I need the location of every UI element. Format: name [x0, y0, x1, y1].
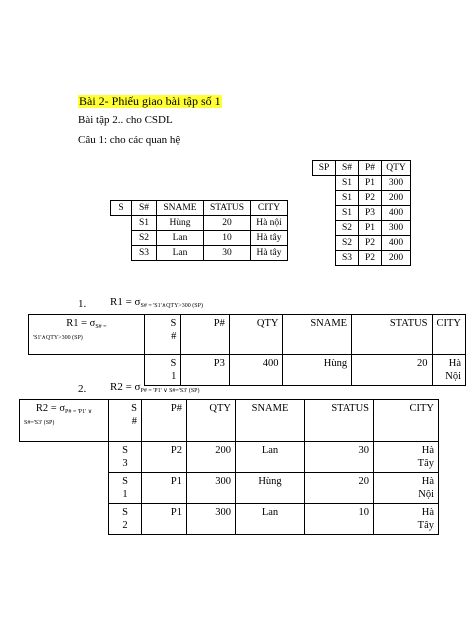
- q2-relation-cell: [20, 400, 109, 442]
- table-row: [20, 473, 439, 504]
- q2-expression: [110, 381, 200, 393]
- table-cell: 300: [187, 504, 236, 535]
- table-cell: 300: [382, 176, 411, 191]
- q2-empty-cell: [20, 442, 109, 473]
- table-cell: Hà nội: [251, 216, 288, 231]
- q1-header-row: [29, 315, 466, 355]
- q1-header-cell: CITY: [432, 315, 466, 355]
- table-cell: [313, 221, 336, 236]
- q1-header-cell: SNAME: [283, 315, 352, 355]
- question-line: Câu 1: cho các quan hệ: [78, 134, 181, 146]
- table-cell: P1: [359, 221, 382, 236]
- table-cell: P1: [142, 473, 187, 504]
- table-cell: P2: [359, 236, 382, 251]
- q1-expression: [110, 296, 203, 308]
- table-cell: [313, 251, 336, 266]
- q1-relation-cell: [29, 315, 145, 355]
- table-cell: 400: [382, 206, 411, 221]
- q2-empty-cell: [20, 473, 109, 504]
- table-cell: [111, 231, 132, 246]
- table-row: [313, 251, 411, 266]
- table-cell: [313, 191, 336, 206]
- q2-label: R2 = σ: [110, 381, 141, 393]
- table-cell: Hà Tây: [374, 442, 439, 473]
- table-cell: Hà Tây: [374, 504, 439, 535]
- table-cell: [313, 176, 336, 191]
- table-cell: 10: [204, 231, 251, 246]
- table-cell: Lan: [157, 246, 204, 261]
- table-cell: 200: [382, 191, 411, 206]
- table-row: [313, 191, 411, 206]
- table-cell: P1: [359, 176, 382, 191]
- q2-header-cell: QTY: [187, 400, 236, 442]
- q2-relation-sub1: P# = 'P1' ∨: [64, 409, 93, 415]
- table-row: [111, 216, 288, 231]
- q2-header-cell: P#: [142, 400, 187, 442]
- table-cell: Hùng: [283, 355, 352, 386]
- table-cell: Hùng: [236, 473, 305, 504]
- table-cell: 200: [382, 251, 411, 266]
- table-s-header-cell: STATUS: [204, 201, 251, 216]
- q1-table: [28, 314, 466, 386]
- q1-header-cell: S #: [144, 315, 181, 355]
- q2-header-row: [20, 400, 439, 442]
- table-cell: P1: [142, 504, 187, 535]
- table-cell: Lan: [157, 231, 204, 246]
- table-cell: S2: [336, 221, 359, 236]
- table-cell: S 3: [109, 442, 142, 473]
- q2-empty-cell: [20, 504, 109, 535]
- table-sp-header-cell: QTY: [382, 161, 411, 176]
- table-cell: [111, 216, 132, 231]
- table-cell: S2: [132, 231, 157, 246]
- table-row: [313, 176, 411, 191]
- table-row: [111, 246, 288, 261]
- q2-number: 2.: [78, 383, 87, 395]
- table-cell: S1: [336, 176, 359, 191]
- table-cell: 300: [187, 473, 236, 504]
- table-row: [20, 504, 439, 535]
- table-cell: P2: [359, 191, 382, 206]
- table-cell: 10: [305, 504, 374, 535]
- q2-header-cell: CITY: [374, 400, 439, 442]
- table-cell: P3: [359, 206, 382, 221]
- table-cell: Lan: [236, 504, 305, 535]
- table-cell: Hà Nội: [374, 473, 439, 504]
- table-cell: S1: [336, 191, 359, 206]
- table-s-header-cell: CITY: [251, 201, 288, 216]
- table-s-header-cell: S: [111, 201, 132, 216]
- q2-header-cell: S #: [109, 400, 142, 442]
- q1-header-cell: QTY: [229, 315, 283, 355]
- table-row: [20, 442, 439, 473]
- table-cell: 300: [382, 221, 411, 236]
- table-row: [313, 221, 411, 236]
- table-cell: Hà Nội: [432, 355, 466, 386]
- table-cell: P3: [181, 355, 230, 386]
- table-cell: 200: [187, 442, 236, 473]
- table-sp-header-cell: P#: [359, 161, 382, 176]
- exercise-line: Bài tập 2.. cho CSDL: [78, 114, 173, 126]
- table-cell: P2: [142, 442, 187, 473]
- table-cell: 20: [305, 473, 374, 504]
- q1-relation-sub1: S# =: [95, 324, 107, 330]
- q2-header-cell: STATUS: [305, 400, 374, 442]
- table-cell: [313, 206, 336, 221]
- page-title: Bài 2- Phiếu giao bài tập số 1: [79, 94, 221, 108]
- q2-header-cell: SNAME: [236, 400, 305, 442]
- table-cell: S 1: [144, 355, 181, 386]
- table-cell: Hùng: [157, 216, 204, 231]
- q2-relation-main: R2 = σ: [35, 403, 65, 414]
- table-sp: [312, 160, 411, 266]
- q1-relation-main: R1 = σ: [66, 318, 96, 329]
- table-sp-header-cell: SP: [313, 161, 336, 176]
- table-row: [313, 206, 411, 221]
- table-cell: S2: [336, 236, 359, 251]
- q1-label: R1 = σ: [110, 296, 141, 308]
- q1-header-cell: STATUS: [352, 315, 432, 355]
- q1-header-cell: P#: [181, 315, 230, 355]
- table-cell: Hà tây: [251, 231, 288, 246]
- q2-relation-sub2: S#='S3' (SP): [24, 420, 55, 426]
- table-cell: 400: [382, 236, 411, 251]
- table-sp-header: [313, 161, 411, 176]
- table-s: [110, 200, 288, 261]
- table-row: [111, 231, 288, 246]
- table-row: [313, 236, 411, 251]
- table-cell: 20: [204, 216, 251, 231]
- q2-subscript: P# = 'P1' ∨ S#='S3' (SP): [140, 388, 200, 394]
- table-cell: Hà tây: [251, 246, 288, 261]
- table-cell: 30: [204, 246, 251, 261]
- table-cell: S 2: [109, 504, 142, 535]
- table-row: [29, 355, 466, 386]
- table-cell: S 1: [109, 473, 142, 504]
- table-sp-header-cell: S#: [336, 161, 359, 176]
- table-cell: 20: [352, 355, 432, 386]
- table-cell: [313, 236, 336, 251]
- table-cell: Lan: [236, 442, 305, 473]
- table-cell: S1: [336, 206, 359, 221]
- table-s-header-cell: S#: [132, 201, 157, 216]
- table-cell: 30: [305, 442, 374, 473]
- table-cell: S1: [132, 216, 157, 231]
- q1-number: 1.: [78, 298, 87, 310]
- table-cell: 400: [229, 355, 283, 386]
- table-s-header: [111, 201, 288, 216]
- table-s-header-cell: SNAME: [157, 201, 204, 216]
- table-cell: P2: [359, 251, 382, 266]
- table-cell: S3: [132, 246, 157, 261]
- q2-table: [19, 399, 439, 535]
- q1-relation-sub2: 'S1'∧QTY>300 (SP): [33, 335, 83, 341]
- table-cell: [111, 246, 132, 261]
- table-cell: S3: [336, 251, 359, 266]
- q1-subscript: S# = 'S1'∧QTY>300 (SP): [140, 303, 203, 309]
